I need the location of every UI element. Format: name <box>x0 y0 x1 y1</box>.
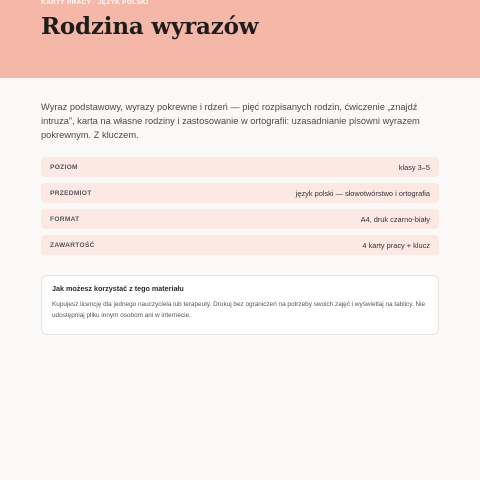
detail-label: PRZEDMIOT <box>50 189 92 197</box>
license-text: Kupujesz licencję dla jednego nauczyciela lub terapeuty. Drukuj bez ograniczeń na potrzeby swoich zajęć i wyświetlaj na tablicy. Nie udostępniaj pliku innym osobom ani w internecie. <box>52 301 426 319</box>
header-banner <box>0 0 480 78</box>
page-title: Rodzina wyrazów <box>41 13 259 40</box>
detail-label: POZIOM <box>50 163 78 171</box>
detail-label: ZAWARTOŚĆ <box>50 241 95 249</box>
detail-value: 4 karty pracy + klucz <box>362 240 430 250</box>
detail-row-level <box>41 157 439 177</box>
license-card <box>41 275 439 335</box>
product-description: Wyraz podstawowy, wyrazy pokrewne i rdzeń — pięć rozpisanych rodzin, ćwiczenie „znajdź intruza”, karta na własne rodziny i zastosowanie w ortografii: uzasadnianie pisowni wyrazem pokrewnym. Z kluczem. <box>41 102 420 140</box>
detail-row-subject <box>41 183 439 203</box>
detail-row-format <box>41 209 439 229</box>
details-list <box>41 157 439 261</box>
license-heading: Jak możesz korzystać z tego materiału <box>52 284 184 293</box>
category-label: KARTY PRACY · JĘZYK POLSKI <box>41 0 149 6</box>
detail-label: FORMAT <box>50 215 80 223</box>
detail-value: A4, druk czarno-biały <box>360 214 430 224</box>
detail-value: klasy 3–5 <box>398 162 430 172</box>
detail-value: język polski — słowotwórstwo i ortografia <box>295 188 430 198</box>
detail-row-contents <box>41 235 439 255</box>
